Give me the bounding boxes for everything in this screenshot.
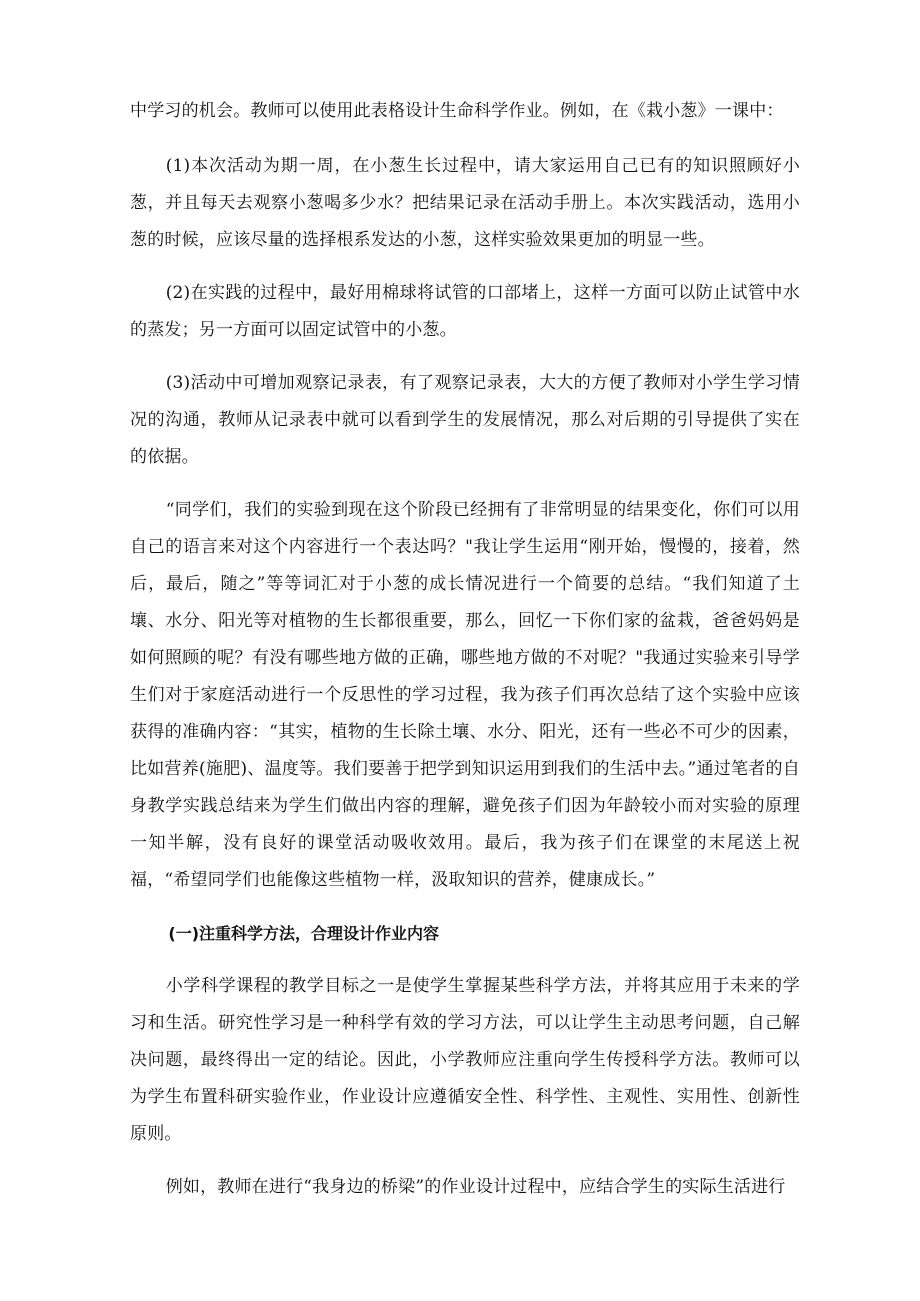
paragraph-continuation: 中学习的机会。教师可以使用此表格设计生命科学作业。例如，在《栽小葱》一课中： <box>130 101 784 121</box>
paragraph-dialogue: “同学们，我们的实验到现在这个阶段已经拥有了非常明显的结果变化，你们可以用自己的语言来对这个内容进行一个表达吗？"我让学生运用“刚开始，慢慢的，接着，然后，最后，随之”等等词汇对于小葱的成长情况进行一个简要的总结。“我们知道了土壤、水分、阳光等对植物的生长都很重要，那么，回忆一下你们家的盆栽，爸爸妈妈是如何照顾的呢？有没有哪些地方做的正确，哪些地方做的不对呢？"我通过实验来引导学生们对于家庭活动进行一个反思性的学习过程，我为孩子们再次总结了这个实验中应该获得的准确内容：“其实，植物的生长除土壤、水分、阳光，还有一些必不可少的因素，比如营养(施肥)、温度等。我们要善于把学到知识运用到我们的生活中去。”通过笔者的自身教学实践总结来为学生们做出内容的理解，避免孩子们因为年龄较小而对实验的原理一知半解，没有良好的课堂活动吸收效用。最后，我为孩子们在课堂的末尾送上祝福，“希望同学们也能像这些植物一样，汲取知识的营养，健康成长。” <box>130 500 800 890</box>
paragraph-method: 小学科学课程的教学目标之一是使学生掌握某些科学方法，并将其应用于未来的学习和生活。研究性学习是一种科学有效的学习方法，可以让学生主动思考问题，自己解决问题，最终得出一定的结论。因此，小学教师应注重向学生传授科学方法。教师可以为学生布置科研实验作业，作业设计应遵循安全性、科学性、主观性、实用性、创新性原则。 <box>130 976 800 1144</box>
paragraph-example: 例如，教师在进行“我身边的桥梁”的作业设计过程中，应结合学生的实际生活进行 <box>165 1177 786 1197</box>
document-page <box>130 93 800 1222</box>
paragraph-item-2: (2)在实践的过程中，最好用棉球将试管的口部堵上，这样一方面可以防止试管中水的蒸发；另一方面可以固定试管中的小葱。 <box>130 283 800 340</box>
paragraph-item-3: (3)活动中可增加观察记录表，有了观察记录表，大大的方便了教师对小学生学习情况的沟通，教师从记录表中就可以看到学生的发展情况，那么对后期的引导提供了实在的依据。 <box>130 373 800 467</box>
section-heading: (一)注重科学方法，合理设计作业内容 <box>168 924 440 943</box>
paragraph-item-1: (1)本次活动为期一周，在小葱生长过程中，请大家运用自己已有的知识照顾好小葱，并且每天去观察小葱喝多少水？把结果记录在活动手册上。本次实践活动，选用小葱的时候，应该尽量的选择根系发达的小葱，这样实验效果更加的明显一些。 <box>130 156 800 250</box>
